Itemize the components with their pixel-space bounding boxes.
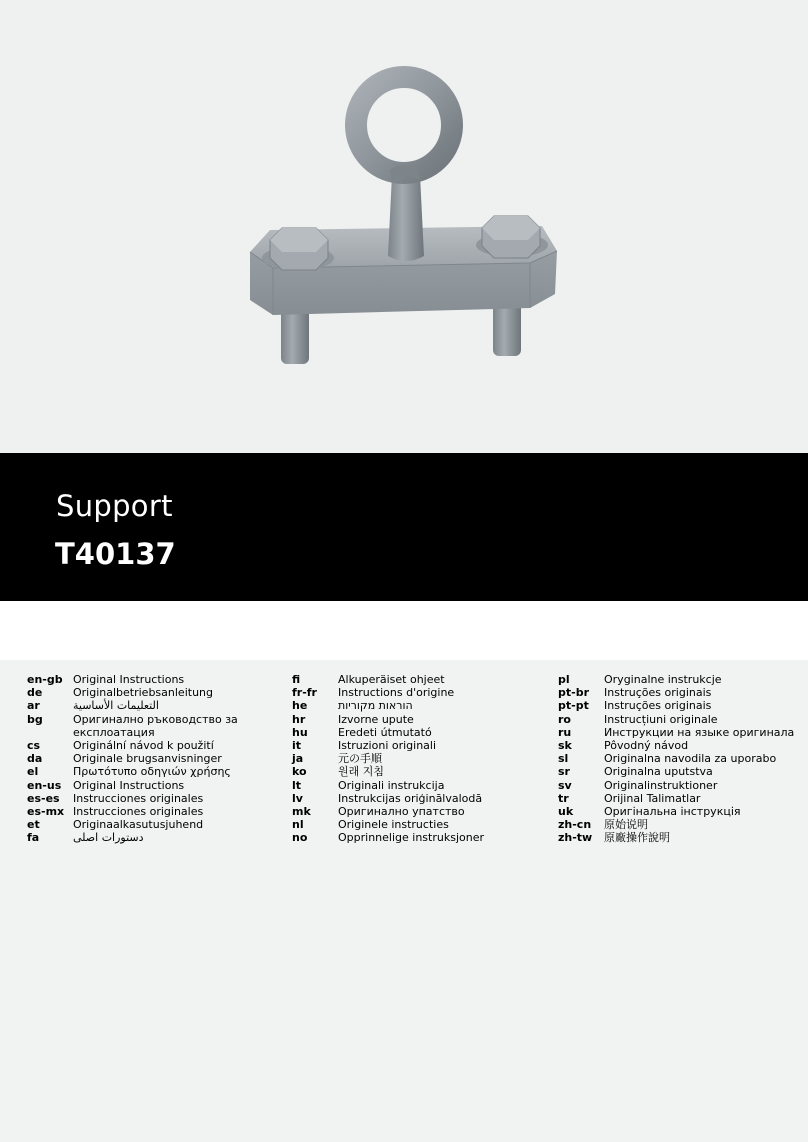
language-row [558,699,794,712]
language-row [292,831,484,844]
language-row [292,779,484,792]
language-row [558,726,794,739]
language-row [558,686,794,699]
language-code: he [292,699,308,713]
language-code: pl [558,673,570,686]
language-code: ro [558,712,571,726]
language-row [558,739,794,752]
language-row [27,686,238,699]
language-code: sl [558,752,569,766]
language-title: Инструкции на языке оригинала [604,725,795,739]
language-row [558,752,794,765]
language-row [27,713,238,726]
language-title: 原廠操作說明 [604,831,670,845]
language-row [292,818,484,831]
language-title: Originalna navodila za uporabo [604,752,777,766]
language-code: sr [558,765,570,779]
language-code: fr-fr [292,686,317,700]
language-code [27,726,73,739]
language-title: Instruções originais [604,686,712,700]
title-band [0,453,808,601]
language-code: hu [292,725,308,739]
language-row [558,673,794,686]
language-row [27,726,238,739]
language-row [27,792,238,805]
language-row [558,805,794,818]
language-column-3 [558,673,794,844]
document-subtitle: Support [56,489,173,523]
support-product-illustration [0,0,808,453]
language-row [27,765,238,778]
language-column-1 [27,673,238,844]
language-code: et [27,818,40,832]
language-row [558,765,794,778]
language-code: ja [292,752,304,766]
language-title: Originaalkasutusjuhend [73,818,204,832]
language-row [292,726,484,739]
language-code: en-gb [27,673,63,686]
language-title: Оригинално упатство [338,804,465,818]
language-title: Оригинално ръководство за [73,712,238,726]
language-code: ru [558,725,572,739]
language-title: Eredeti útmutató [338,725,432,739]
language-row [292,673,484,686]
language-row [558,792,794,805]
language-code: ar [27,699,40,713]
language-title: Pôvodný návod [604,738,689,752]
language-row [292,739,484,752]
eyebolt-ring [356,77,452,173]
language-row [292,792,484,805]
language-code: lt [292,778,302,792]
language-title: Alkuperäiset ohjeet [338,673,445,686]
language-code: el [27,765,39,779]
language-title: Izvorne upute [338,712,414,726]
language-title: Oryginalne instrukcje [604,673,722,686]
language-code: lv [292,791,303,805]
language-row [292,699,484,712]
language-code: da [27,752,43,766]
language-row [558,831,794,844]
language-title: 原始说明 [604,818,648,832]
language-code: en-us [27,778,62,792]
language-code: zh-cn [558,818,592,832]
language-row [27,739,238,752]
eyebolt-stem [388,175,424,261]
language-title: Originale brugsanvisninger [73,752,222,766]
language-code: sk [558,738,572,752]
language-title: експлоатация [73,725,155,739]
language-title: Instrucciones originales [73,791,204,805]
language-row [558,818,794,831]
language-title: Istruzioni originali [338,738,437,752]
language-row [558,713,794,726]
language-code: es-es [27,791,60,805]
language-title: Orijinal Talimatlar [604,791,701,805]
language-code: de [27,686,43,700]
language-title: Πρωτότυπο οδηγιών χρήσης [73,765,231,779]
language-row [558,779,794,792]
document-model-number: T40137 [55,537,176,571]
language-title: Instruções originais [604,699,712,713]
language-title: Originalbetriebsanleitung [73,686,213,700]
language-code: fa [27,831,40,845]
language-row [27,673,238,686]
language-code: nl [292,818,304,832]
language-code: uk [558,804,574,818]
language-title: Originální návod k použití [73,738,214,752]
language-row [27,752,238,765]
language-title: Originalna uputstva [604,765,713,779]
language-title: Instrucciones originales [73,804,204,818]
language-code: mk [292,804,311,818]
language-row [27,805,238,818]
language-title: Instrukcijas oriģinālvalodā [338,791,483,805]
language-title: 원래 지침 [338,765,385,779]
language-code: bg [27,712,43,726]
language-code: zh-tw [558,831,593,845]
language-title: Original Instructions [73,778,185,792]
language-code: pt-br [558,686,589,700]
language-row [292,765,484,778]
language-code: es-mx [27,804,65,818]
language-row [292,713,484,726]
language-code: tr [558,791,569,805]
language-row [292,752,484,765]
language-column-2 [292,673,484,844]
language-code: no [292,831,308,845]
language-row [27,831,238,844]
language-row [27,699,238,712]
language-code: cs [27,738,41,752]
language-code: sv [558,778,572,792]
language-title: Original Instructions [73,673,185,686]
language-title: Opprinnelige instruksjoner [338,831,484,845]
language-code: pt-pt [558,699,589,713]
white-strip [0,601,808,660]
language-row [27,779,238,792]
language-row [292,686,484,699]
language-row [27,818,238,831]
language-title: Originalinstruktioner [604,778,718,792]
language-row [292,805,484,818]
language-title: 元の手順 [338,752,382,766]
language-title: دستورات اصلی [73,831,144,845]
language-title: Originele instructies [338,818,449,832]
product-image-area [0,0,808,453]
language-code: fi [292,673,301,686]
language-title: Instrucțiuni originale [604,712,718,726]
language-title: הוראות מקוריות [338,699,413,713]
language-code: it [292,738,302,752]
language-title: Оригінальна інструкція [604,804,741,818]
language-title: Originali instrukcija [338,778,445,792]
language-code: ko [292,765,307,779]
language-title: التعليمات الأساسية [73,699,159,713]
language-title: Instructions d'origine [338,686,455,700]
language-code: hr [292,712,306,726]
